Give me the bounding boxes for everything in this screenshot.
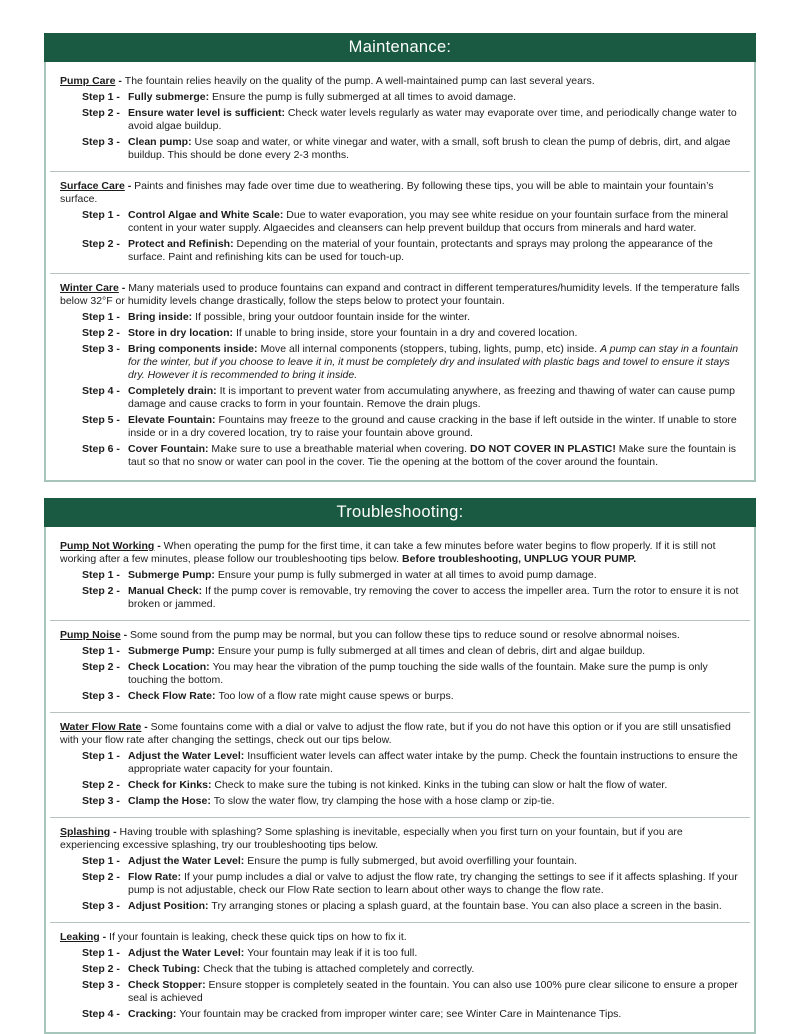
step-label: Step 3 -	[82, 900, 120, 912]
step-label: Step 2 -	[82, 661, 120, 673]
topic-divider	[50, 712, 750, 713]
text-bold: DO NOT COVER IN PLASTIC!	[469, 443, 616, 455]
topic-divider	[50, 817, 750, 818]
step-row	[82, 238, 740, 264]
step-row	[82, 91, 740, 104]
step-row	[82, 443, 740, 469]
topic-intro	[60, 629, 740, 642]
text-run: Check to make sure the tubing is not kinked. Kinks in the tubing can slow or halt the flow of water.	[214, 779, 668, 791]
step-row	[82, 569, 740, 582]
text-bold: Manual Check:	[128, 585, 206, 597]
topic-steps	[60, 91, 740, 162]
step-label: Step 1 -	[82, 311, 120, 323]
step-row	[82, 343, 740, 382]
text-bold: Bring inside:	[128, 311, 196, 323]
text-run: Check that the tubing is attached completely and correctly.	[203, 963, 475, 975]
text-bold: Cover Fountain:	[128, 443, 212, 455]
step-label: Step 1 -	[82, 855, 120, 867]
topic-separator: -	[154, 540, 164, 552]
step-text	[122, 795, 740, 808]
text-run: If the pump cover is removable, try removing the cover to access the impeller area. Turn the rotor to ensure it is not broken or jammed.	[128, 585, 739, 610]
text-run: Use soap and water, or white vinegar and water, with a small, soft brush to clean the pump of debris, dirt, and algae buildup. This should be done every 2-3 months.	[128, 136, 731, 161]
step-text	[122, 136, 740, 162]
text-bold: Submerge Pump:	[128, 569, 218, 581]
topic-intro	[60, 721, 740, 747]
step-label: Step 5 -	[82, 414, 120, 426]
step-row	[82, 661, 740, 687]
text-run: Ensure your pump is fully submerged in water at all times to avoid pump damage.	[217, 569, 597, 581]
topic-intro	[60, 931, 740, 944]
step-label: Step 1 -	[82, 91, 120, 103]
step-label: Step 1 -	[82, 569, 120, 581]
topic-separator: -	[141, 721, 151, 733]
step-label: Step 6 -	[82, 443, 120, 455]
step-text	[122, 661, 740, 687]
topic-steps	[60, 750, 740, 808]
topic-heading: Water Flow Rate	[60, 721, 142, 733]
text-run: If your pump includes a dial or valve to adjust the flow rate, try changing the settings to see if it affects splashing. If your pump is not adjustable, check our Flow Rate section to learn about other ways to change the flow rate.	[128, 871, 738, 896]
text-run: Fountains may freeze to the ground and cause cracking in the base if left outside in the winter. If unable to store inside or in a dry covered location, try to raise your fountain above ground.	[128, 414, 737, 439]
step-label: Step 1 -	[82, 645, 120, 657]
text-run: Some sound from the pump may be normal, but you can follow these tips to reduce sound or resolve abnormal noises.	[130, 629, 680, 641]
topic-separator: -	[99, 931, 110, 943]
topic-divider	[50, 171, 750, 172]
text-run: The fountain relies heavily on the quality of the pump. A well-maintained pump can last several years.	[124, 75, 595, 87]
text-bold: Ensure water level is sufficient:	[128, 107, 288, 119]
step-text	[122, 750, 740, 776]
text-bold: Submerge Pump:	[128, 645, 218, 657]
text-run: Try arranging stones or placing a splash guard, at the fountain base. You can also place a screen in the basin.	[211, 900, 722, 912]
step-row	[82, 107, 740, 133]
step-text	[122, 979, 740, 1005]
text-run: When operating the pump for the first time, it can take a few minutes before water begins to flow properly. If it is still not working after a few minutes, please follow our troubleshooting tips below.	[60, 540, 716, 565]
step-text	[122, 779, 740, 792]
text-run: Ensure your pump is fully submerged at all times and clean of debris, dirt and algae buildup.	[217, 645, 646, 657]
text-bold: Adjust the Water Level:	[128, 947, 248, 959]
text-run: Due to water evaporation, you may see white residue on your fountain surface from the mineral content in your water supply. Algaecides and cleansers can help prevent buildup that occurs from minerals and hard water.	[128, 209, 729, 234]
text-run: Ensure the pump is fully submerged, but avoid overfilling your fountain.	[247, 855, 577, 867]
text-run: Your fountain may leak if it is too full.	[247, 947, 418, 959]
step-row	[82, 645, 740, 658]
step-row	[82, 979, 740, 1005]
step-row	[82, 963, 740, 976]
text-bold: Elevate Fountain:	[128, 414, 219, 426]
topic-heading: Leaking	[60, 931, 100, 943]
topic-pump-noise	[50, 629, 750, 703]
step-text	[122, 443, 740, 469]
section-header	[44, 33, 756, 62]
text-run: Your fountain may be cracked from improper winter care; see Winter Care in Maintenance Tips.	[179, 1008, 622, 1020]
step-text	[122, 209, 740, 235]
step-row	[82, 795, 740, 808]
text-bold: Check for Kinks:	[128, 779, 215, 791]
text-bold: Completely drain:	[128, 385, 220, 397]
text-run: Make sure the fountain is taut so that no snow or water can pool in the cover. Tie the opening at the bottom of the cover around the fountain.	[128, 443, 737, 468]
step-label: Step 3 -	[82, 136, 120, 148]
text-run: To slow the water flow, try clamping the hose with a hose clamp or zip-tie.	[213, 795, 555, 807]
topic-intro	[60, 180, 740, 206]
text-bold: Bring components inside:	[128, 343, 261, 355]
step-row	[82, 311, 740, 324]
step-text	[122, 947, 740, 960]
text-run: It is important to prevent water from accumulating anywhere, as freezing and thawing of water can cause pump damage and cause cracks to form in your fountain. Remove the drain plugs.	[128, 385, 735, 410]
step-label: Step 3 -	[82, 979, 120, 991]
step-label: Step 4 -	[82, 385, 120, 397]
text-bold: Clamp the Hose:	[128, 795, 214, 807]
step-label: Step 3 -	[82, 690, 120, 702]
step-row	[82, 327, 740, 340]
step-text	[122, 311, 740, 324]
text-run: Too low of a flow rate might cause spews or burps.	[218, 690, 454, 702]
text-bold: Adjust the Water Level:	[128, 855, 248, 867]
topic-intro	[60, 75, 740, 88]
text-run: Depending on the material of your fountain, protectants and sprays may prolong the appearance of the surface. Paint and refinishing kits can be used for touch-up.	[128, 238, 713, 263]
topic-pump-care	[50, 75, 750, 162]
step-label: Step 1 -	[82, 209, 120, 221]
topic-heading: Splashing	[60, 826, 111, 838]
text-bold: Before troubleshooting, UNPLUG YOUR PUMP.	[402, 553, 637, 565]
text-bold: Clean pump:	[128, 136, 195, 148]
step-label: Step 1 -	[82, 750, 120, 762]
step-text	[122, 963, 740, 976]
topic-leaking	[50, 931, 750, 1021]
text-bold: Adjust Position:	[128, 900, 212, 912]
step-row	[82, 585, 740, 611]
step-row	[82, 871, 740, 897]
text-bold: Protect and Refinish:	[128, 238, 237, 250]
section-body	[44, 62, 756, 482]
text-italic: A pump can stay in a fountain for the winter, but if you choose to leave it in, it must be completely dry and insulated with plastic bags and towel to ensure it stays dry. However it is recommended to bring it inside.	[128, 343, 739, 381]
sections-root	[44, 33, 756, 1034]
step-text	[122, 690, 740, 703]
step-label: Step 2 -	[82, 779, 120, 791]
topic-separator: -	[118, 282, 129, 294]
step-text	[122, 1008, 740, 1021]
step-label: Step 2 -	[82, 238, 120, 250]
text-bold: Check Location:	[128, 661, 213, 673]
text-bold: Check Tubing:	[128, 963, 204, 975]
topic-pump-not-working	[50, 540, 750, 611]
topic-heading: Surface Care	[60, 180, 125, 192]
text-bold: Control Algae and White Scale:	[128, 209, 287, 221]
text-run: Paints and finishes may fade over time due to weathering. By following these tips, you will be able to maintain your fountain’s surface.	[60, 180, 714, 205]
step-text	[122, 871, 740, 897]
step-row	[82, 136, 740, 162]
text-bold: Adjust the Water Level:	[128, 750, 248, 762]
section-troubleshooting	[44, 498, 756, 1034]
topic-surface-care	[50, 180, 750, 264]
text-run: Ensure stopper is completely seated in the fountain. You can also use 100% pure clear silicone to ensure a proper seal is achieved	[128, 979, 738, 1004]
topic-steps	[60, 311, 740, 469]
step-row	[82, 855, 740, 868]
step-row	[82, 414, 740, 440]
step-label: Step 2 -	[82, 585, 120, 597]
section-title: Troubleshooting:	[336, 503, 464, 521]
step-text	[122, 91, 740, 104]
step-row	[82, 947, 740, 960]
topic-winter-care	[50, 282, 750, 469]
topic-water-flow-rate	[50, 721, 750, 808]
step-text	[122, 569, 740, 582]
text-run: Insufficient water levels can affect water intake by the pump. Check the fountain instructions to ensure the appropriate water capacity for your fountain.	[128, 750, 738, 775]
text-bold: Check Flow Rate:	[128, 690, 219, 702]
step-row	[82, 209, 740, 235]
text-run: If possible, bring your outdoor fountain inside for the winter.	[195, 311, 471, 323]
step-row	[82, 750, 740, 776]
text-run: Many materials used to produce fountains can expand and contract in different temperatures/humidity levels. If the temperature falls below 32°F or humidity levels change drastically, follow the steps below to protect your fountain.	[60, 282, 740, 307]
step-label: Step 2 -	[82, 107, 120, 119]
topic-divider	[50, 273, 750, 274]
topic-intro	[60, 282, 740, 308]
topic-steps	[60, 855, 740, 913]
text-bold: Store in dry location:	[128, 327, 236, 339]
step-row	[82, 385, 740, 411]
step-text	[122, 414, 740, 440]
step-row	[82, 690, 740, 703]
step-text	[122, 327, 740, 340]
step-label: Step 2 -	[82, 963, 120, 975]
section-header	[44, 498, 756, 527]
step-text	[122, 900, 740, 913]
topic-heading: Pump Noise	[60, 629, 121, 641]
topic-separator: -	[124, 180, 135, 192]
topic-intro	[60, 826, 740, 852]
text-run: Move all internal components (stoppers, tubing, lights, pump, etc) inside.	[260, 343, 601, 355]
text-run: Make sure to use a breathable material when covering.	[211, 443, 470, 455]
step-label: Step 4 -	[82, 1008, 120, 1020]
step-text	[122, 107, 740, 133]
topic-divider	[50, 620, 750, 621]
step-text	[122, 385, 740, 411]
step-label: Step 3 -	[82, 795, 120, 807]
text-run: Check water levels regularly as water may evaporate over time, and periodically change water to avoid algae buildup.	[128, 107, 737, 132]
topic-steps	[60, 947, 740, 1021]
text-run: Having trouble with splashing? Some splashing is inevitable, especially when you first turn on your fountain, but if you are experiencing excessive splashing, try our troubleshooting tips below.	[60, 826, 683, 851]
topic-splashing	[50, 826, 750, 913]
text-run: Ensure the pump is fully submerged at all times to avoid damage.	[212, 91, 517, 103]
step-label: Step 2 -	[82, 871, 120, 883]
section-body	[44, 527, 756, 1034]
text-bold: Flow Rate:	[128, 871, 185, 883]
topic-heading: Winter Care	[60, 282, 119, 294]
topic-heading: Pump Care	[60, 75, 116, 87]
text-bold: Cracking:	[128, 1008, 180, 1020]
topic-separator: -	[115, 75, 125, 87]
step-text	[122, 343, 740, 382]
text-run: If your fountain is leaking, check these quick tips on how to fix it.	[109, 931, 407, 943]
text-bold: Fully submerge:	[128, 91, 213, 103]
section-maintenance	[44, 33, 756, 482]
topic-steps	[60, 209, 740, 264]
text-bold: Check Stopper:	[128, 979, 209, 991]
text-run: Some fountains come with a dial or valve to adjust the flow rate, but if you do not have this option or if you are still unsatisfied with your flow rate after changing the settings, check out our tips below.	[60, 721, 731, 746]
topic-steps	[60, 645, 740, 703]
section-title: Maintenance:	[348, 38, 452, 56]
step-text	[122, 645, 740, 658]
step-text	[122, 855, 740, 868]
step-label: Step 2 -	[82, 327, 120, 339]
topic-steps	[60, 569, 740, 611]
step-label: Step 3 -	[82, 343, 120, 355]
text-run: If unable to bring inside, store your fountain in a dry and covered location.	[235, 327, 578, 339]
step-text	[122, 238, 740, 264]
topic-divider	[50, 922, 750, 923]
step-row	[82, 900, 740, 913]
topic-separator: -	[110, 826, 120, 838]
step-text	[122, 585, 740, 611]
text-run: You may hear the vibration of the pump touching the side walls of the fountain. Make sure the pump is only touching the bottom.	[128, 661, 708, 686]
topic-intro	[60, 540, 740, 566]
topic-heading: Pump Not Working	[60, 540, 155, 552]
step-row	[82, 1008, 740, 1021]
topic-separator: -	[120, 629, 131, 641]
step-row	[82, 779, 740, 792]
step-label: Step 1 -	[82, 947, 120, 959]
